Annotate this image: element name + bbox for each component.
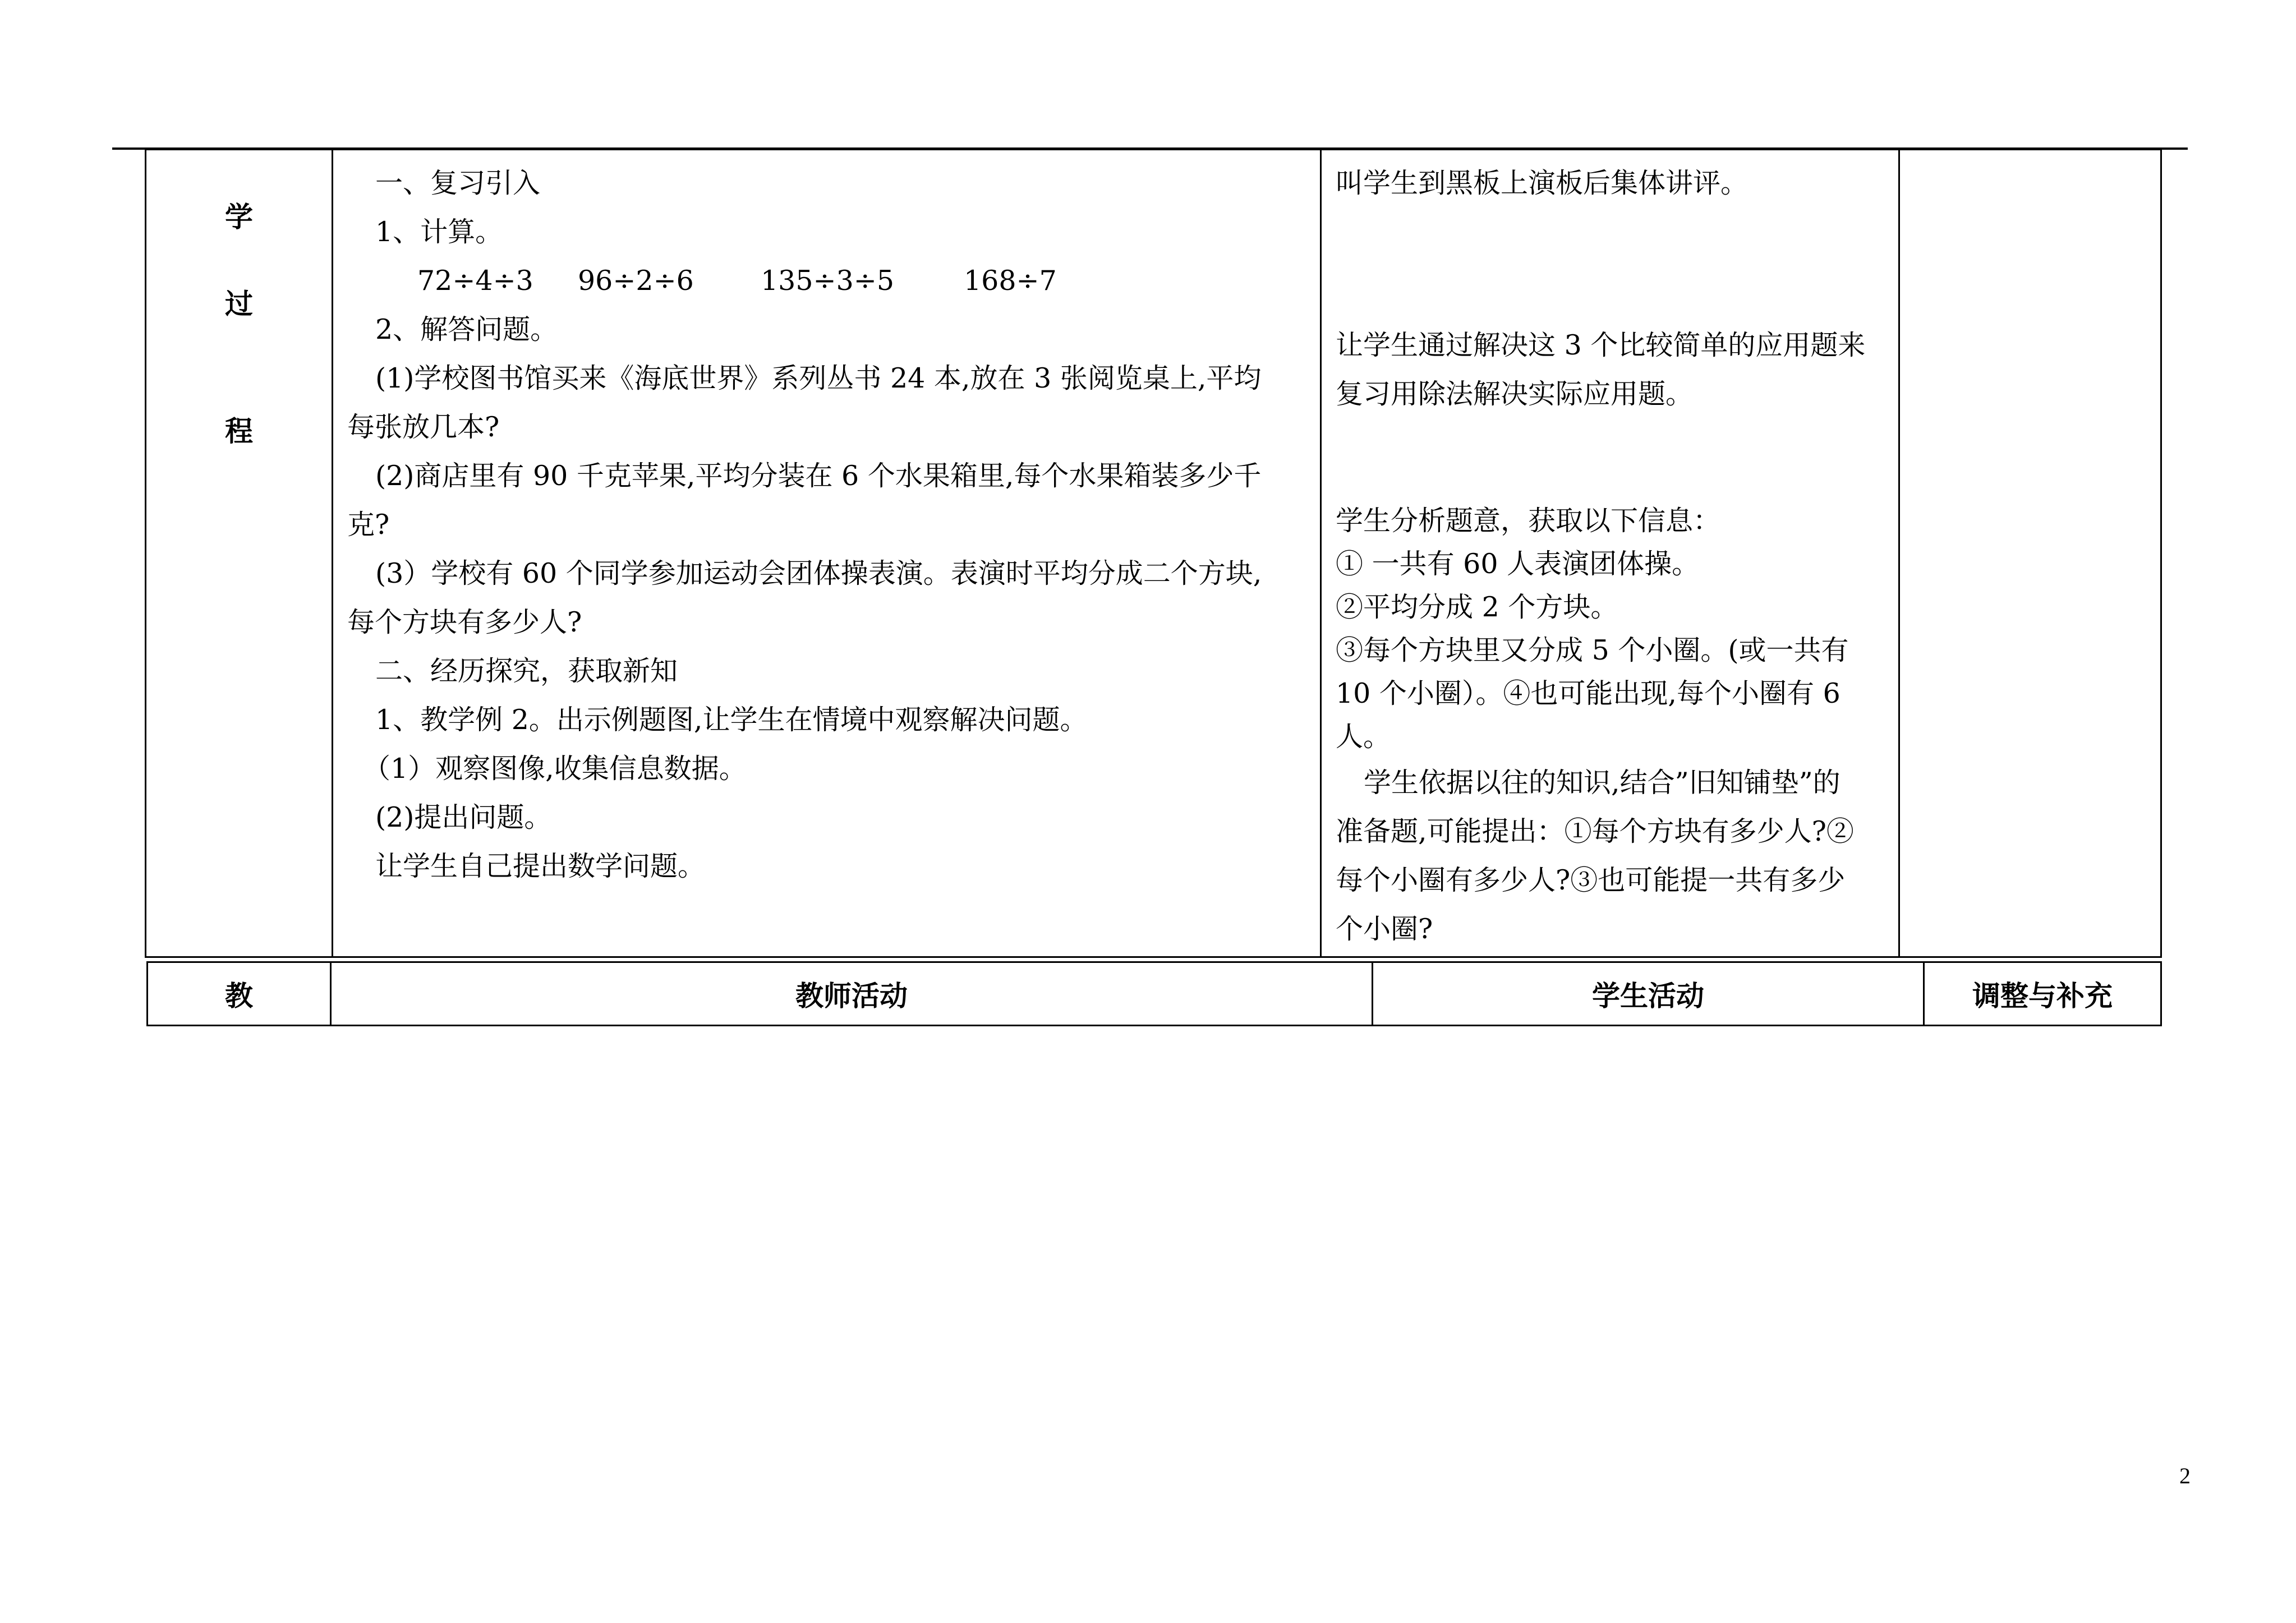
text-line: 每个方块有多少人? xyxy=(347,606,582,638)
student-activity-cell xyxy=(1321,150,1899,957)
text-line: 1、计算。 xyxy=(375,216,503,248)
calculation: 72÷4÷3 xyxy=(417,265,533,297)
adjustment-cell xyxy=(1899,150,2161,957)
header-cell-teach: 教 xyxy=(148,962,331,1026)
text-line: 个小圈? xyxy=(1336,913,1433,945)
column-header-table xyxy=(146,961,2162,1026)
lesson-process-row xyxy=(146,150,2161,957)
text-line: ③每个方块里又分成 5 个小圈。(或一共有 xyxy=(1336,634,1849,666)
section-heading: 二、经历探究，获取新知 xyxy=(375,655,678,687)
text-line: （1）观察图像,收集信息数据。 xyxy=(363,753,747,785)
text-line: 人。 xyxy=(1336,721,1391,753)
text-line: 1、教学例 2。出示例题图,让学生在情境中观察解决问题。 xyxy=(375,704,1088,736)
header-cell-student-activity: 学生活动 xyxy=(1373,962,1924,1026)
text-line: 克? xyxy=(347,509,390,541)
header-cell-adjustment: 调整与补充 xyxy=(1924,962,2161,1026)
lesson-process-table xyxy=(145,149,2162,958)
text-line: 叫学生到黑板上演板后集体讲评。 xyxy=(1336,167,1749,199)
text-line: 学生分析题意，获取以下信息： xyxy=(1336,505,1721,537)
side-label-char: 学 xyxy=(225,200,253,233)
calculation: 96÷2÷6 xyxy=(578,265,694,297)
text-line: 准备题,可能提出：①每个方块有多少人?② xyxy=(1336,815,1854,847)
text-line: 10 个小圈）。④也可能出现,每个小圈有 6 xyxy=(1336,677,1841,709)
header-cell-teacher-activity: 教师活动 xyxy=(331,962,1373,1026)
text-line: 复习用除法解决实际应用题。 xyxy=(1336,378,1694,410)
text-line: ① 一共有 60 人表演团体操。 xyxy=(1336,548,1700,580)
text-line: 2、解答问题。 xyxy=(375,313,558,345)
page-number: 2 xyxy=(2179,1463,2191,1488)
text-line: (2)提出问题。 xyxy=(375,801,552,833)
text-line: 让学生通过解决这 3 个比较简单的应用题来 xyxy=(1336,329,1866,361)
text-line: 学生依据以往的知识,结合”旧知铺垫”的 xyxy=(1364,767,1841,799)
text-line: (2)商店里有 90 千克苹果,平均分装在 6 个水果箱里,每个水果箱装多少千 xyxy=(375,460,1262,492)
text-line: (1)学校图书馆买来《海底世界》系列丛书 24 本,放在 3 张阅览桌上,平均 xyxy=(375,362,1262,394)
text-line: ②平均分成 2 个方块。 xyxy=(1336,591,1618,623)
text-line: (3）学校有 60 个同学参加运动会团体操表演。表演时平均分成二个方块, xyxy=(375,557,1262,589)
text-line: 每张放几本? xyxy=(347,411,500,443)
side-label-char: 过 xyxy=(225,287,253,320)
column-header-row xyxy=(148,962,2161,1026)
calculation-row xyxy=(347,256,1309,305)
side-label-char: 程 xyxy=(225,414,253,448)
calculation: 168÷7 xyxy=(964,265,1057,297)
text-line: 每个小圈有多少人?③也可能提一共有多少 xyxy=(1336,864,1846,896)
section-heading: 一、复习引入 xyxy=(375,167,541,199)
text-line: 让学生自己提出数学问题。 xyxy=(375,850,706,882)
side-label-cell xyxy=(146,150,333,957)
teacher-activity-cell xyxy=(333,150,1321,957)
calculation: 135÷3÷5 xyxy=(761,265,894,297)
